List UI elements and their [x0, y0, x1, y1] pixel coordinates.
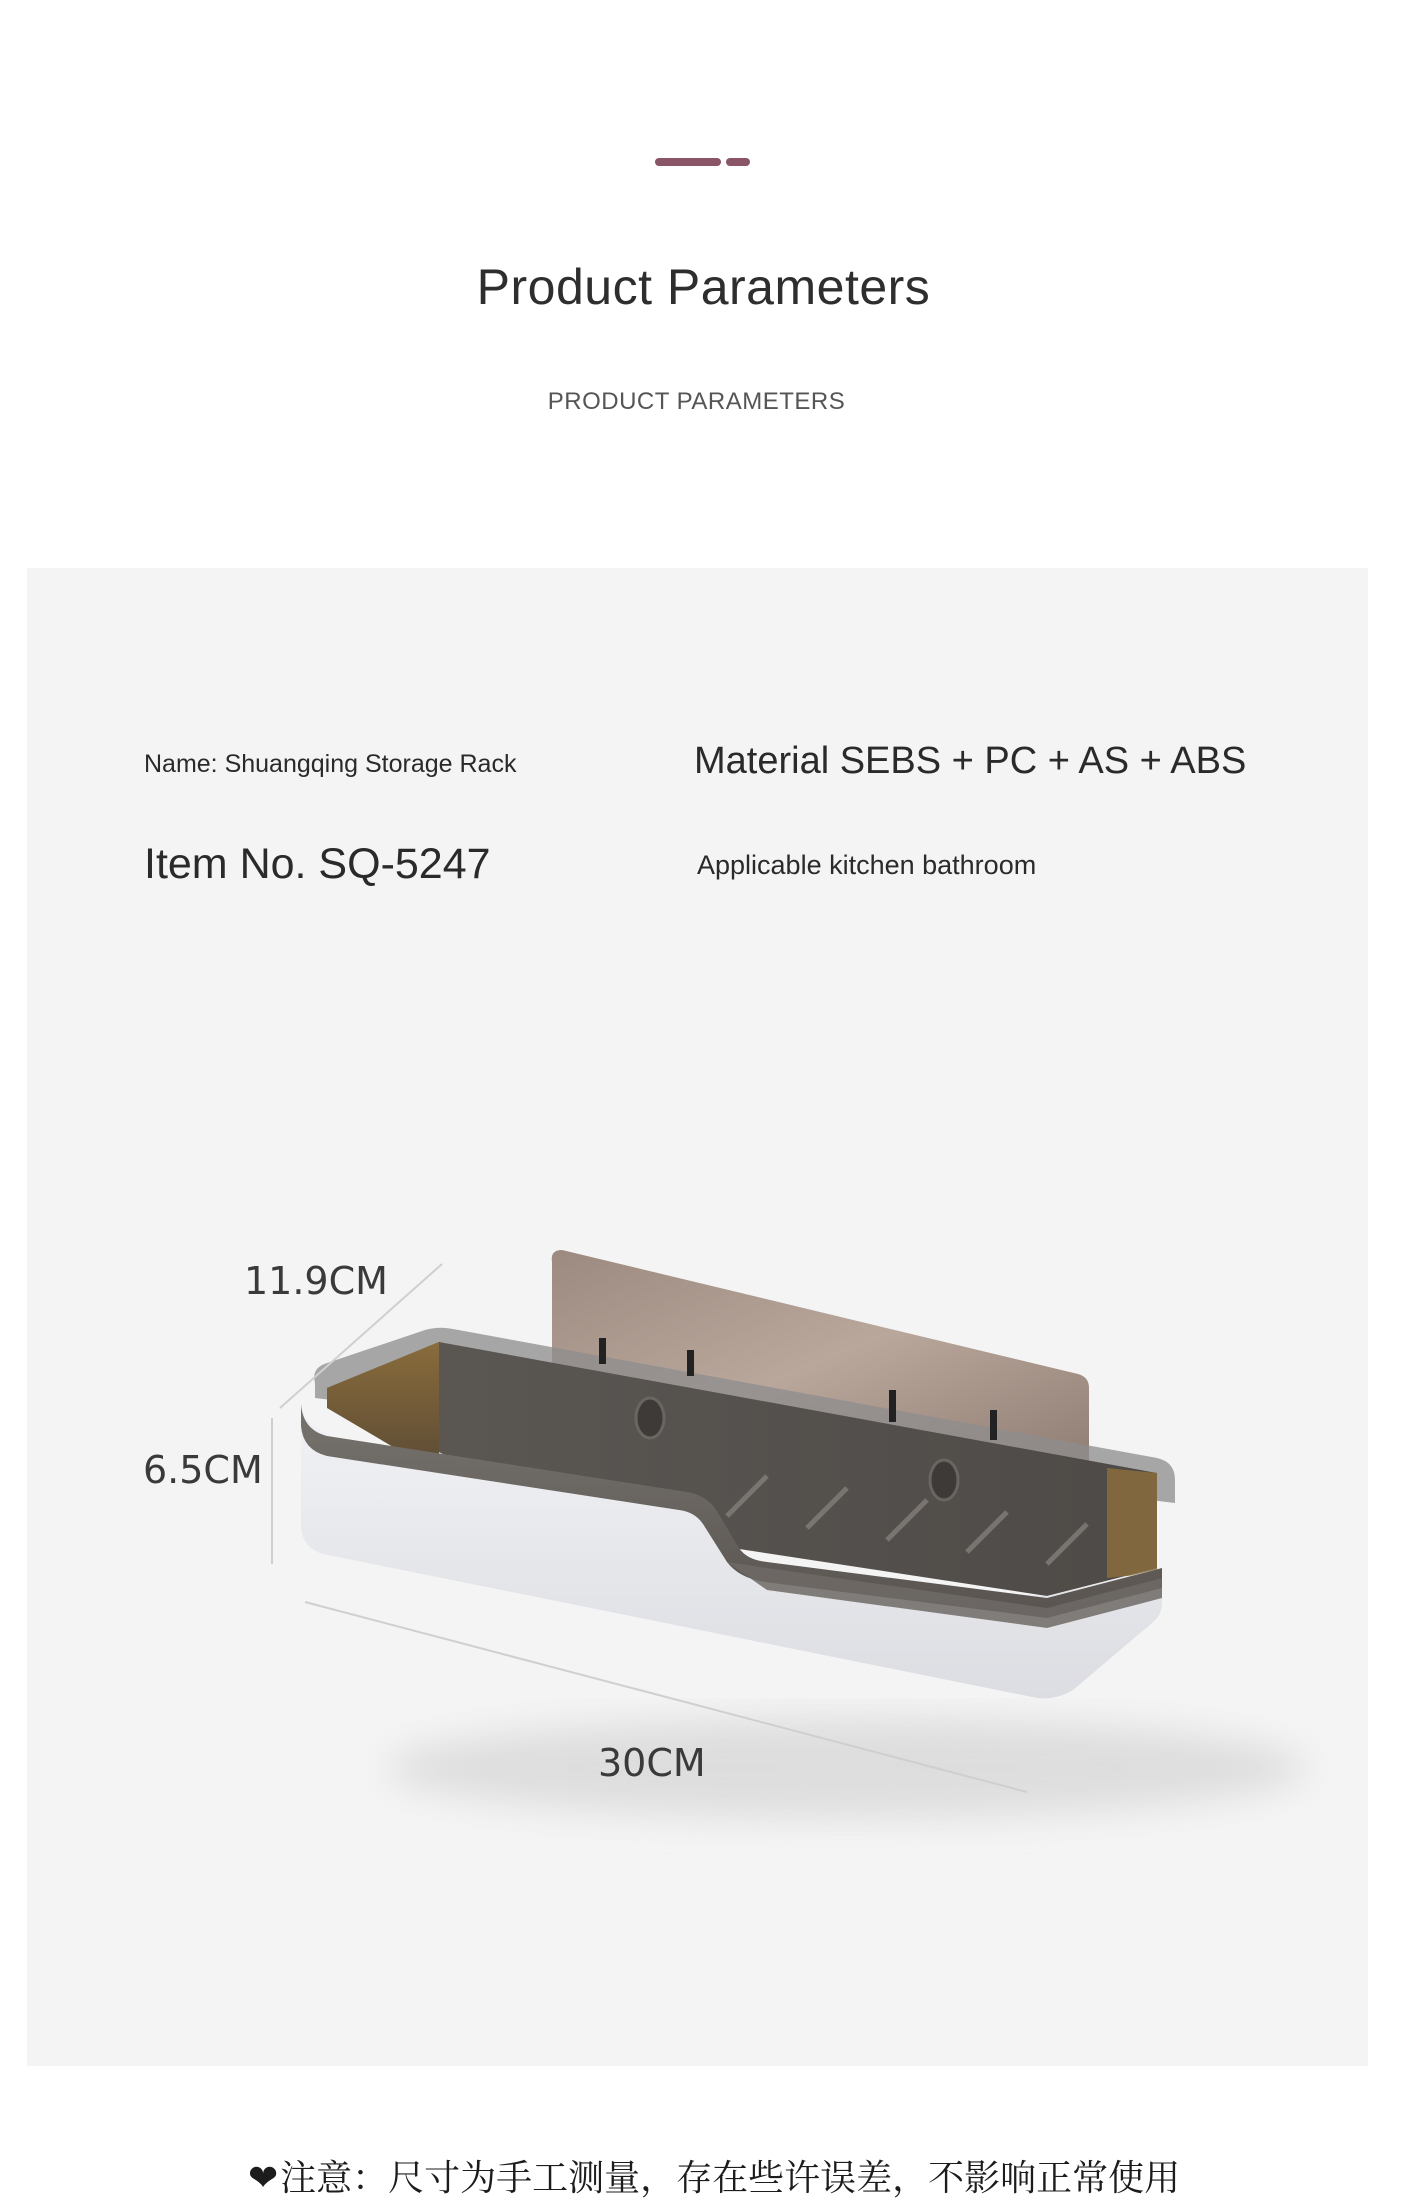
product-illustration — [27, 568, 1368, 2066]
inner-right-wall — [1107, 1468, 1157, 1578]
hook-2 — [687, 1350, 694, 1376]
measurement-note — [248, 2150, 1180, 2201]
param-name: Name: Shuangqing Storage Rack — [144, 750, 517, 778]
parameters-panel — [27, 568, 1368, 2066]
hook-1 — [599, 1338, 606, 1364]
page-subtitle: PRODUCT PARAMETERS — [547, 388, 846, 415]
dim-depth-label: 11.9CM — [244, 1259, 388, 1303]
page-title: Product Parameters — [476, 259, 931, 315]
param-material: Material SEBS + PC + AS + ABS — [694, 740, 1247, 782]
dim-height-label: 6.5CM — [143, 1448, 263, 1492]
lock-2 — [930, 1460, 958, 1500]
heart-icon: ❤ — [248, 2158, 279, 2199]
product-shadow — [387, 1718, 1307, 1818]
param-item-no: Item No. SQ-5247 — [144, 840, 491, 888]
note-text: 注意：尺寸为手工测量，存在些许误差，不影响正常使用 — [280, 2158, 1181, 2199]
dim-length-label: 30CM — [598, 1741, 706, 1785]
hook-3 — [889, 1390, 896, 1422]
accent-bar-short — [726, 158, 750, 166]
accent-bar-long — [655, 158, 721, 166]
hook-4 — [990, 1410, 997, 1440]
param-applicable: Applicable kitchen bathroom — [697, 850, 1037, 880]
lock-1 — [636, 1398, 664, 1438]
